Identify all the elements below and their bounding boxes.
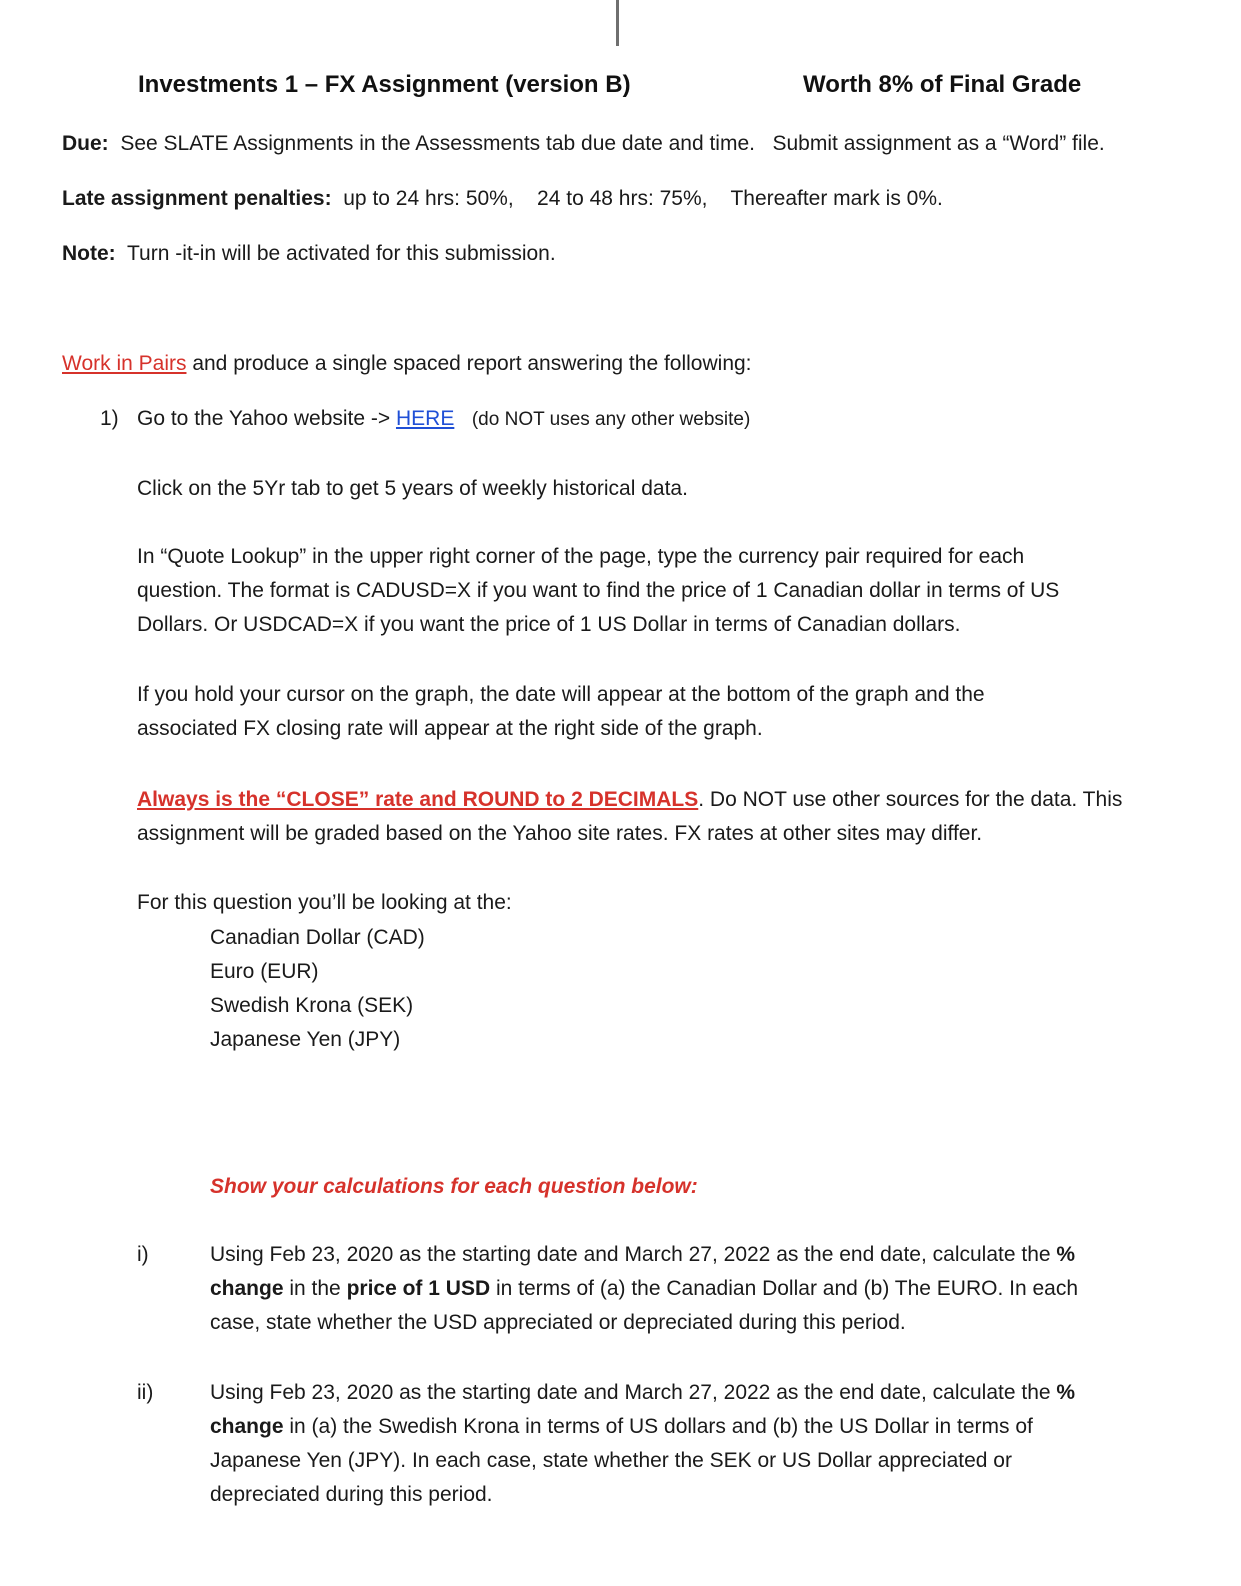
currency-item: Swedish Krona (SEK) — [210, 994, 414, 1017]
show-calculations-heading: Show your calculations for each question below: — [210, 1175, 698, 1198]
question-ii-change: change — [210, 1415, 284, 1438]
question-1-number: 1) — [100, 407, 119, 430]
close-rate-line-1-rest: . Do NOT use other sources for the data. This — [698, 788, 1123, 811]
late-label: Late assignment penalties: — [62, 187, 332, 210]
question-1-note: (do NOT uses any other website) — [471, 409, 751, 430]
quote-lookup-paragraph — [137, 540, 1059, 642]
due-line — [62, 127, 1105, 161]
note-text: Turn -it-in will be activated for this submission. — [126, 242, 556, 265]
question-i-text — [210, 1238, 1078, 1340]
work-in-pairs-link[interactable]: Work in Pairs — [62, 352, 187, 375]
close-rate-paragraph — [137, 783, 1122, 851]
quote-lookup-line-1: In “Quote Lookup” in the upper right corner of the page, type the currency pair required for each — [137, 545, 1025, 568]
cursor-graph-line-1: If you hold your cursor on the graph, the date will appear at the bottom of the graph and the — [137, 683, 985, 706]
question-ii-line-3: Japanese Yen (JPY). In each case, state whether the SEK or US Dollar appreciated or — [210, 1449, 1012, 1472]
grade-weight: Worth 8% of Final Grade — [803, 71, 1082, 98]
question-i-in-the: in the — [283, 1277, 347, 1300]
quote-lookup-line-2: question. The format is CADUSD=X if you want to find the price of 1 Canadian dollar in terms of US — [137, 579, 1060, 602]
note-label: Note: — [62, 242, 116, 265]
click-5yr-text: Click on the 5Yr tab to get 5 years of weekly historical data. — [137, 477, 688, 500]
question-ii-line-4: depreciated during this period. — [210, 1483, 493, 1506]
question-ii-line-1: Using Feb 23, 2020 as the starting date and March 27, 2022 as the end date, calculate the — [210, 1381, 1057, 1404]
currency-list — [210, 921, 425, 1057]
due-label: Due: — [62, 132, 109, 155]
question-i-number: i) — [137, 1243, 149, 1266]
question-i-percent: % — [1056, 1243, 1076, 1266]
late-penalty-3: Thereafter mark is 0%. — [730, 187, 943, 210]
question-1-line — [137, 402, 750, 437]
late-penalties-line — [62, 182, 943, 216]
currency-item: Japanese Yen (JPY) — [210, 1028, 401, 1051]
question-i-line-3: case, state whether the USD appreciated or depreciated during this period. — [210, 1311, 906, 1334]
quote-lookup-line-3: Dollars. Or USDCAD=X if you want the price of 1 US Dollar in terms of Canadian dollars. — [137, 613, 961, 636]
question-ii-text — [210, 1376, 1075, 1512]
close-rate-emphasis: Always is the “CLOSE” rate and ROUND to 2 DECIMALS — [137, 788, 699, 811]
question-i-change: change — [210, 1277, 284, 1300]
submit-text: Submit assignment as a “Word” file. — [772, 132, 1105, 155]
intro-line — [62, 347, 752, 381]
intro-text: and produce a single spaced report answering the following: — [186, 352, 752, 375]
note-line — [62, 237, 556, 271]
question-1-text: Go to the Yahoo website -> — [137, 407, 396, 430]
cursor-graph-line-2: associated FX closing rate will appear at the right side of the graph. — [137, 717, 763, 740]
due-text: See SLATE Assignments in the Assessments tab due date and time. — [120, 132, 755, 155]
question-ii-line-2-rest: in (a) the Swedish Krona in terms of US dollars and (b) the US Dollar in terms of — [283, 1415, 1033, 1438]
currency-item: Euro (EUR) — [210, 960, 319, 983]
cursor-graph-paragraph — [137, 678, 985, 746]
document-title: Investments 1 – FX Assignment (version B) — [138, 71, 631, 98]
text-cursor-bar — [616, 0, 619, 46]
close-rate-line-2: assignment will be graded based on the Yahoo site rates. FX rates at other sites may differ. — [137, 822, 983, 845]
currencies-intro: For this question you’ll be looking at the: — [137, 891, 512, 914]
question-ii-number: ii) — [137, 1381, 154, 1404]
question-i-line-2-rest: in terms of (a) the Canadian Dollar and (b) The EURO. In each — [490, 1277, 1079, 1300]
currency-item: Canadian Dollar (CAD) — [210, 926, 425, 949]
late-penalty-2: 24 to 48 hrs: 75%, — [537, 187, 708, 210]
late-penalty-1: up to 24 hrs: 50%, — [343, 187, 514, 210]
question-ii-percent: % — [1056, 1381, 1076, 1404]
question-i-line-1: Using Feb 23, 2020 as the starting date and March 27, 2022 as the end date, calculate the — [210, 1243, 1057, 1266]
question-i-price-usd: price of 1 USD — [346, 1277, 491, 1300]
yahoo-here-link[interactable]: HERE — [395, 407, 455, 430]
